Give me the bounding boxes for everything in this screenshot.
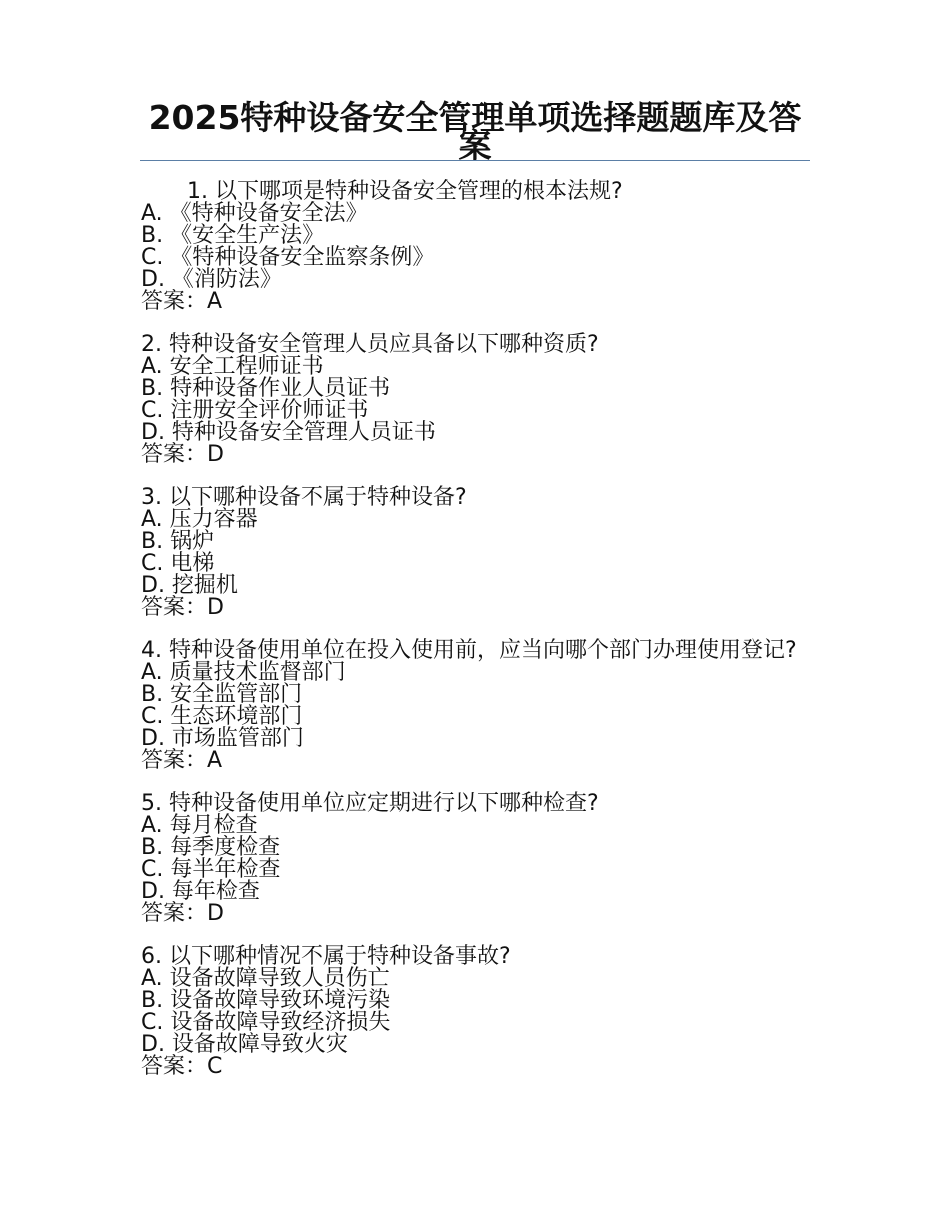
question-text: 1. 以下哪项是特种设备安全管理的根本法规? [187, 179, 623, 204]
option-b: B. 《安全生产法》 [141, 223, 325, 248]
question-block-2 [141, 334, 821, 466]
question-text: 3. 以下哪种设备不属于特种设备? [141, 485, 467, 510]
option-c: C. 《特种设备安全监察条例》 [141, 245, 435, 270]
question-block-3 [141, 487, 821, 619]
option-a: A. 质量技术监督部门 [141, 660, 346, 685]
option-a: A. 安全工程师证书 [141, 354, 324, 379]
option-c: C. 设备故障导致经济损失 [141, 1010, 391, 1035]
option-d: D. 《消防法》 [141, 267, 282, 292]
option-d: D. 特种设备安全管理人员证书 [141, 420, 436, 445]
answer-line: 答案：A [141, 748, 223, 773]
option-b: B. 安全监管部门 [141, 682, 303, 707]
option-b: B. 每季度检查 [141, 835, 281, 860]
answer-line: 答案：C [141, 1054, 223, 1079]
question-text: 2. 特种设备安全管理人员应具备以下哪种资质? [141, 332, 599, 357]
question-text: 6. 以下哪种情况不属于特种设备事故? [141, 944, 511, 969]
option-b: B. 设备故障导致环境污染 [141, 988, 391, 1013]
option-a: A. 设备故障导致人员伤亡 [141, 966, 390, 991]
option-b: B. 特种设备作业人员证书 [141, 376, 391, 401]
answer-line: 答案：D [141, 595, 224, 620]
option-c: C. 电梯 [141, 551, 215, 576]
answer-line: 答案：D [141, 901, 224, 926]
question-block-4 [141, 640, 821, 772]
question-text: 4. 特种设备使用单位在投入使用前，应当向哪个部门办理使用登记? [141, 638, 797, 663]
option-a: A. 《特种设备安全法》 [141, 201, 368, 226]
question-block-1 [141, 181, 821, 313]
question-list [141, 181, 821, 1099]
option-d: D. 设备故障导致火灾 [141, 1032, 348, 1057]
answer-line: 答案：D [141, 442, 224, 467]
question-block-5 [141, 793, 821, 925]
option-d: D. 每年检查 [141, 879, 260, 904]
document-title: 2025特种设备安全管理单项选择题题库及答案 [148, 98, 802, 165]
option-c: C. 每半年检查 [141, 857, 281, 882]
option-d: D. 挖掘机 [141, 573, 238, 598]
title-divider [140, 160, 810, 161]
option-b: B. 锅炉 [141, 529, 215, 554]
question-block-6 [141, 946, 821, 1078]
option-c: C. 注册安全评价师证书 [141, 398, 369, 423]
question-text: 5. 特种设备使用单位应定期进行以下哪种检查? [141, 791, 599, 816]
option-d: D. 市场监管部门 [141, 726, 304, 751]
option-c: C. 生态环境部门 [141, 704, 303, 729]
answer-line: 答案：A [141, 289, 223, 314]
option-a: A. 压力容器 [141, 507, 258, 532]
option-a: A. 每月检查 [141, 813, 258, 838]
